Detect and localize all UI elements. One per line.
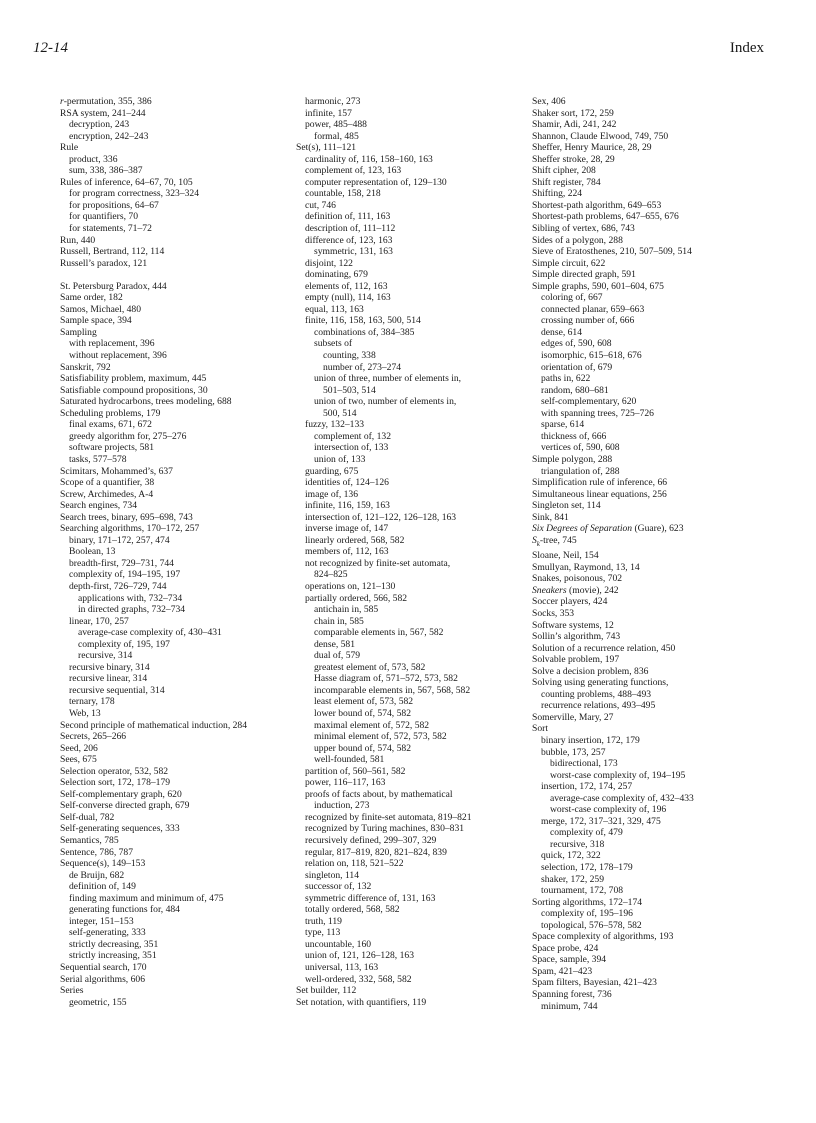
- index-subentry: counting, 338: [323, 350, 376, 362]
- index-entry: Same order, 182: [60, 292, 123, 304]
- index-subentry: generating functions for, 484: [69, 904, 180, 916]
- index-entry: Self-converse directed graph, 679: [60, 800, 190, 812]
- index-subentry: dense, 614: [541, 326, 583, 338]
- index-subentry: bidirectional, 173: [550, 758, 618, 770]
- index-subentry: maximal element of, 572, 582: [314, 719, 430, 731]
- index-entry: Solving using generating functions,: [532, 677, 669, 689]
- index-subentry: paths in, 622: [541, 373, 591, 385]
- index-subentry: 500, 514: [323, 407, 357, 419]
- index-entry: Snakes, poisonous, 702: [532, 573, 623, 585]
- index-entry: Shifting, 224: [532, 188, 583, 200]
- index-subentry: tasks, 577–578: [69, 453, 127, 465]
- index-gap: [60, 269, 300, 281]
- index-subentry: tournament, 172, 708: [541, 885, 624, 897]
- index-subentry: geometric, 155: [69, 996, 127, 1008]
- index-entry: Sides of a polygon, 288: [532, 234, 623, 246]
- index-entry: Solution of a recurrence relation, 450: [532, 642, 676, 654]
- index-subentry: complexity of, 194–195, 197: [69, 569, 181, 581]
- index-entry: Sanskrit, 792: [60, 361, 111, 373]
- index-subentry: difference of, 123, 163: [305, 234, 393, 246]
- index-entry: Searching algorithms, 170–172, 257: [60, 523, 200, 535]
- index-subentry: applications with, 732–734: [78, 592, 183, 604]
- index-subentry: inverse image of, 147: [305, 523, 389, 535]
- index-subentry: number of, 273–274: [323, 361, 402, 373]
- index-subentry: intersection of, 121–122, 126–128, 163: [305, 511, 457, 523]
- index-subentry: empty (null), 114, 163: [305, 292, 391, 304]
- index-subentry: union of three, number of elements in,: [314, 373, 462, 385]
- index-entry: Sieve of Eratosthenes, 210, 507–509, 514: [532, 246, 692, 258]
- index-entry: Semantics, 785: [60, 835, 119, 846]
- index-subentry: definition of, 149: [69, 881, 136, 893]
- index-entry: Simple polygon, 288: [532, 453, 613, 465]
- index-subentry: coloring of, 667: [541, 292, 603, 304]
- index-subentry: random, 680–681: [541, 384, 609, 396]
- index-subentry: vertices of, 590, 608: [541, 442, 620, 454]
- index-subentry: members of, 112, 163: [305, 546, 389, 558]
- index-subentry: antichain in, 585: [314, 604, 379, 616]
- page-number: 12-14: [33, 40, 68, 56]
- index-subentry: minimum, 744: [541, 1000, 598, 1012]
- index-subentry: least element of, 573, 582: [314, 696, 414, 708]
- index-entry: Scheduling problems, 179: [60, 407, 161, 419]
- index-subentry: cut, 746: [305, 199, 336, 211]
- index-entry: Simple circuit, 622: [532, 257, 606, 269]
- index-subentry: for program correctness, 323–324: [69, 188, 200, 200]
- index-entry: Sort: [532, 723, 548, 735]
- index-subentry: singleton, 114: [305, 869, 360, 881]
- index-entry: Shortest-path problems, 647–655, 676: [532, 211, 679, 223]
- index-entry: RSA system, 241–244: [60, 107, 146, 119]
- index-subentry: disjoint, 122: [305, 257, 353, 269]
- index-subentry: elements of, 112, 163: [305, 280, 388, 292]
- index-subentry: dual of, 579: [314, 650, 361, 662]
- index-subentry: totally ordered, 568, 582: [305, 904, 400, 916]
- index-entry: Shortest-path algorithm, 649–653: [532, 199, 662, 211]
- index-subentry: description of, 111–112: [305, 223, 396, 235]
- index-subentry: self-generating, 333: [69, 927, 146, 939]
- index-entry: Space probe, 424: [532, 942, 599, 954]
- index-subentry: recursive binary, 314: [69, 661, 150, 673]
- index-subentry: linear, 170, 257: [69, 615, 129, 627]
- index-subentry: sum, 338, 386–387: [69, 165, 143, 177]
- index-subentry: induction, 273: [314, 800, 370, 812]
- index-entry: Shift cipher, 208: [532, 165, 596, 177]
- index-subentry: linearly ordered, 568, 582: [305, 534, 405, 546]
- index-subentry: formal, 485: [314, 130, 359, 142]
- index-subentry: complexity of, 195, 197: [78, 638, 170, 650]
- index-entry: Sex, 406: [532, 96, 566, 107]
- index-entry: Solve a decision problem, 836: [532, 665, 649, 677]
- index-entry: Seed, 206: [60, 742, 98, 754]
- index-subentry: strictly increasing, 351: [69, 950, 157, 962]
- index-subentry: for propositions, 64–67: [69, 199, 159, 211]
- index-subentry: regular, 817–819, 820, 821–824, 839: [305, 846, 447, 858]
- index-entry: Run, 440: [60, 234, 96, 246]
- index-entry: Six Degrees of Separation (Guare), 623: [532, 523, 684, 535]
- index-subentry: guarding, 675: [305, 465, 359, 477]
- index-subentry: Boolean, 13: [69, 546, 116, 558]
- index-subentry: with spanning trees, 725–726: [541, 407, 654, 419]
- index-subentry: successor of, 132: [305, 881, 372, 893]
- index-subentry: definition of, 111, 163: [305, 211, 391, 223]
- index-subentry: recursive linear, 314: [69, 673, 148, 685]
- index-subentry: complement of, 132: [314, 430, 391, 442]
- index-subentry: for statements, 71–72: [69, 223, 152, 235]
- index-subentry: product, 336: [69, 153, 118, 165]
- index-subentry: software projects, 581: [69, 442, 154, 454]
- index-subentry: partition of, 560–561, 582: [305, 765, 406, 777]
- index-subentry: isomorphic, 615–618, 676: [541, 350, 642, 362]
- index-subentry: with replacement, 396: [69, 338, 155, 350]
- index-subentry: complement of, 123, 163: [305, 165, 402, 177]
- index-subentry: de Bruijn, 682: [69, 869, 125, 881]
- index-entry: Sampling: [60, 326, 97, 338]
- index-subentry: insertion, 172, 174, 257: [541, 781, 633, 793]
- index-subentry: decryption, 243: [69, 119, 130, 131]
- index-column-1: [60, 96, 300, 1008]
- index-entry: Sequential search, 170: [60, 962, 147, 974]
- index-subentry: bubble, 173, 257: [541, 746, 606, 758]
- index-entry: Satisfiable compound propositions, 30: [60, 384, 208, 396]
- index-subentry: integer, 151–153: [69, 915, 134, 927]
- index-entry: Secrets, 265–266: [60, 731, 127, 743]
- index-subentry: infinite, 157: [305, 107, 352, 119]
- index-entry: Set notation, with quantifiers, 119: [296, 996, 427, 1008]
- index-subentry: finite, 116, 158, 163, 500, 514: [305, 315, 421, 327]
- index-subentry: recursively defined, 299–307, 329: [305, 835, 437, 846]
- index-entry: Scimitars, Mohammed’s, 637: [60, 465, 173, 477]
- index-entry: Selection sort, 172, 178–179: [60, 777, 171, 789]
- index-entry: Software systems, 12: [532, 619, 614, 631]
- index-subentry: strictly decreasing, 351: [69, 938, 159, 950]
- index-entry: Sheffer stroke, 28, 29: [532, 153, 615, 165]
- index-entry: Saturated hydrocarbons, trees modeling, 688: [60, 396, 232, 408]
- index-entry: Set(s), 111–121: [296, 142, 357, 154]
- index-subentry: minimal element of, 572, 573, 582: [314, 731, 447, 743]
- index-subentry: dominating, 679: [305, 269, 368, 281]
- index-subentry: merge, 172, 317–321, 329, 475: [541, 815, 661, 827]
- index-entry: Shannon, Claude Elwood, 749, 750: [532, 130, 669, 142]
- index-entry: Sentence, 786, 787: [60, 846, 134, 858]
- index-subentry: 501–503, 514: [323, 384, 376, 396]
- index-entry: Satisfiability problem, maximum, 445: [60, 373, 207, 385]
- index-entry: St. Petersburg Paradox, 444: [60, 280, 167, 292]
- index-entry: Space, sample, 394: [532, 954, 607, 966]
- index-entry: Spanning forest, 736: [532, 989, 612, 1001]
- index-entry: Rule: [60, 142, 79, 154]
- index-subentry: not recognized by finite-set automata,: [305, 557, 451, 569]
- index-entry: Set builder, 112: [296, 985, 357, 997]
- index-entry: Sollin’s algorithm, 743: [532, 631, 621, 643]
- index-subentry: infinite, 116, 159, 163: [305, 500, 390, 512]
- index-entry: Shift register, 784: [532, 176, 601, 188]
- index-subentry: recurrence relations, 493–495: [541, 700, 656, 712]
- index-subentry: union of two, number of elements in,: [314, 396, 457, 408]
- index-subentry: average-case complexity of, 432–433: [550, 792, 694, 804]
- index-subentry: relation on, 118, 521–522: [305, 858, 404, 870]
- index-subentry: sparse, 614: [541, 419, 585, 431]
- index-subentry: recursive sequential, 314: [69, 684, 165, 696]
- index-column-2: [296, 96, 536, 1008]
- index-subentry: binary, 171–172, 257, 474: [69, 534, 170, 546]
- index-entry: Sees, 675: [60, 754, 97, 766]
- index-subentry: orientation of, 679: [541, 361, 613, 373]
- index-entry: Sloane, Neil, 154: [532, 550, 599, 562]
- index-entry: Soccer players, 424: [532, 596, 608, 608]
- index-subentry: subsets of: [314, 338, 353, 350]
- index-subentry: ternary, 178: [69, 696, 115, 708]
- index-subentry: Hasse diagram of, 571–572, 573, 582: [314, 673, 458, 685]
- index-subentry: complexity of, 195–196: [541, 908, 633, 920]
- index-entry: Search trees, binary, 695–698, 743: [60, 511, 193, 523]
- index-entry: $S_k$-tree, 745: [532, 534, 577, 548]
- index-entry: Search engines, 734: [60, 500, 137, 512]
- index-subentry: recursive, 318: [550, 838, 605, 850]
- index-entry: Simultaneous linear equations, 256: [532, 488, 667, 500]
- index-entry: Spam, 421–423: [532, 965, 593, 977]
- index-subentry: chain in, 585: [314, 615, 364, 627]
- index-subentry: lower bound of, 574, 582: [314, 707, 411, 719]
- index-subentry: breadth-first, 729–731, 744: [69, 557, 174, 569]
- index-entry: r-permutation, 355, 386: [60, 96, 152, 107]
- index-subentry: binary insertion, 172, 179: [541, 734, 640, 746]
- index-subentry: equal, 113, 163: [305, 303, 364, 315]
- index-subentry: counting problems, 488–493: [541, 688, 652, 700]
- index-entry: Serial algorithms, 606: [60, 973, 145, 985]
- index-entry: Scope of a quantifier, 38: [60, 477, 155, 489]
- index-entry: Sorting algorithms, 172–174: [532, 896, 643, 908]
- index-subentry: finding maximum and minimum of, 475: [69, 892, 224, 904]
- index-entry: Space complexity of algorithms, 193: [532, 931, 674, 943]
- index-entry: Rules of inference, 64–67, 70, 105: [60, 176, 193, 188]
- index-subentry: edges of, 590, 608: [541, 338, 612, 350]
- index-subentry: self-complementary, 620: [541, 396, 637, 408]
- index-subentry: power, 116–117, 163: [305, 777, 386, 789]
- index-subentry: well-founded, 581: [314, 754, 385, 766]
- index-subentry: upper bound of, 574, 582: [314, 742, 411, 754]
- index-subentry: dense, 581: [314, 638, 356, 650]
- index-subentry: connected planar, 659–663: [541, 303, 645, 315]
- index-entry: Russell, Bertrand, 112, 114: [60, 246, 165, 258]
- index-entry: Shaker sort, 172, 259: [532, 107, 614, 119]
- index-subentry: crossing number of, 666: [541, 315, 635, 327]
- index-subentry: symmetric, 131, 163: [314, 246, 393, 258]
- index-entry: Second principle of mathematical induction, 284: [60, 719, 248, 731]
- index-entry: Sheffer, Henry Maurice, 28, 29: [532, 142, 652, 154]
- index-entry: Sample space, 394: [60, 315, 132, 327]
- index-entry: Series: [60, 985, 84, 997]
- index-entry: Sink, 841: [532, 511, 569, 523]
- index-subentry: recognized by finite-set automata, 819–821: [305, 811, 472, 823]
- index-subentry: recursive, 314: [78, 650, 133, 662]
- index-entry: Socks, 353: [532, 607, 575, 619]
- index-subentry: recognized by Turing machines, 830–831: [305, 823, 465, 835]
- index-entry: Screw, Archimedes, A-4: [60, 488, 154, 500]
- index-subentry: universal, 113, 163: [305, 962, 379, 974]
- index-subentry: encryption, 242–243: [69, 130, 149, 142]
- index-entry: Selection operator, 532, 582: [60, 765, 169, 777]
- index-subentry: proofs of facts about, by mathematical: [305, 788, 453, 800]
- index-entry: Self-generating sequences, 333: [60, 823, 180, 835]
- index-subentry: operations on, 121–130: [305, 580, 396, 592]
- index-entry: Self-complementary graph, 620: [60, 788, 182, 800]
- index-column-3: [532, 96, 772, 1012]
- index-subentry: quick, 172, 322: [541, 850, 601, 862]
- index-entry: Samos, Michael, 480: [60, 303, 142, 315]
- index-subentry: harmonic, 273: [305, 96, 361, 107]
- index-subentry: symmetric difference of, 131, 163: [305, 892, 436, 904]
- index-entry: Simple directed graph, 591: [532, 269, 636, 281]
- section-title: Index: [729, 40, 764, 56]
- index-subentry: union of, 133: [314, 453, 366, 465]
- index-subentry: final exams, 671, 672: [69, 419, 152, 431]
- index-subentry: without replacement, 396: [69, 350, 167, 362]
- index-subentry: computer representation of, 129–130: [305, 176, 447, 188]
- index-subentry: 824–825: [314, 569, 348, 581]
- index-subentry: thickness of, 666: [541, 430, 607, 442]
- index-subentry: in directed graphs, 732–734: [78, 604, 186, 616]
- index-entry: Sneakers (movie), 242: [532, 584, 619, 596]
- index-subentry: incomparable elements in, 567, 568, 582: [314, 684, 471, 696]
- index-subentry: worst-case complexity of, 194–195: [550, 769, 686, 781]
- index-subentry: image of, 136: [305, 488, 359, 500]
- index-subentry: average-case complexity of, 430–431: [78, 627, 222, 639]
- index-subentry: fuzzy, 132–133: [305, 419, 365, 431]
- index-entry: Simplification rule of inference, 66: [532, 477, 668, 489]
- index-subentry: type, 113: [305, 927, 341, 939]
- index-entry: Russell’s paradox, 121: [60, 257, 148, 269]
- index-entry: Sequence(s), 149–153: [60, 858, 146, 870]
- index-subentry: truth, 119: [305, 915, 342, 927]
- index-subentry: union of, 121, 126–128, 163: [305, 950, 414, 962]
- index-entry: Simple graphs, 590, 601–604, 675: [532, 280, 664, 292]
- index-subentry: shaker, 172, 259: [541, 873, 605, 885]
- index-subentry: complexity of, 479: [550, 827, 623, 839]
- index-subentry: Web, 13: [69, 707, 101, 719]
- index-subentry: depth-first, 726–729, 744: [69, 580, 167, 592]
- index-entry: Shamir, Adi, 241, 242: [532, 119, 617, 131]
- index-entry: Self-dual, 782: [60, 811, 115, 823]
- index-subentry: selection, 172, 178–179: [541, 862, 633, 873]
- index-subentry: partially ordered, 566, 582: [305, 592, 408, 604]
- index-subentry: intersection of, 133: [314, 442, 389, 454]
- index-subentry: combinations of, 384–385: [314, 326, 415, 338]
- index-subentry: uncountable, 160: [305, 938, 372, 950]
- index-subentry: identities of, 124–126: [305, 477, 389, 489]
- index-subentry: worst-case complexity of, 196: [550, 804, 667, 816]
- index-entry: Sibling of vertex, 686, 743: [532, 223, 635, 235]
- index-subentry: topological, 576–578, 582: [541, 919, 642, 931]
- index-subentry: comparable elements in, 567, 582: [314, 627, 444, 639]
- index-entry: Singleton set, 114: [532, 500, 601, 512]
- index-subentry: triangulation of, 288: [541, 465, 620, 477]
- index-subentry: cardinality of, 116, 158–160, 163: [305, 153, 433, 165]
- index-entry: Spam filters, Bayesian, 421–423: [532, 977, 657, 989]
- index-entry: Solvable problem, 197: [532, 654, 620, 666]
- index-entry: Smullyan, Raymond, 13, 14: [532, 561, 640, 573]
- index-subentry: well-ordered, 332, 568, 582: [305, 973, 412, 985]
- index-entry: Somerville, Mary, 27: [532, 711, 614, 723]
- index-subentry: greedy algorithm for, 275–276: [69, 430, 187, 442]
- index-subentry: power, 485–488: [305, 119, 367, 131]
- index-subentry: greatest element of, 573, 582: [314, 661, 426, 673]
- index-subentry: for quantifiers, 70: [69, 211, 139, 223]
- index-subentry: countable, 158, 218: [305, 188, 381, 200]
